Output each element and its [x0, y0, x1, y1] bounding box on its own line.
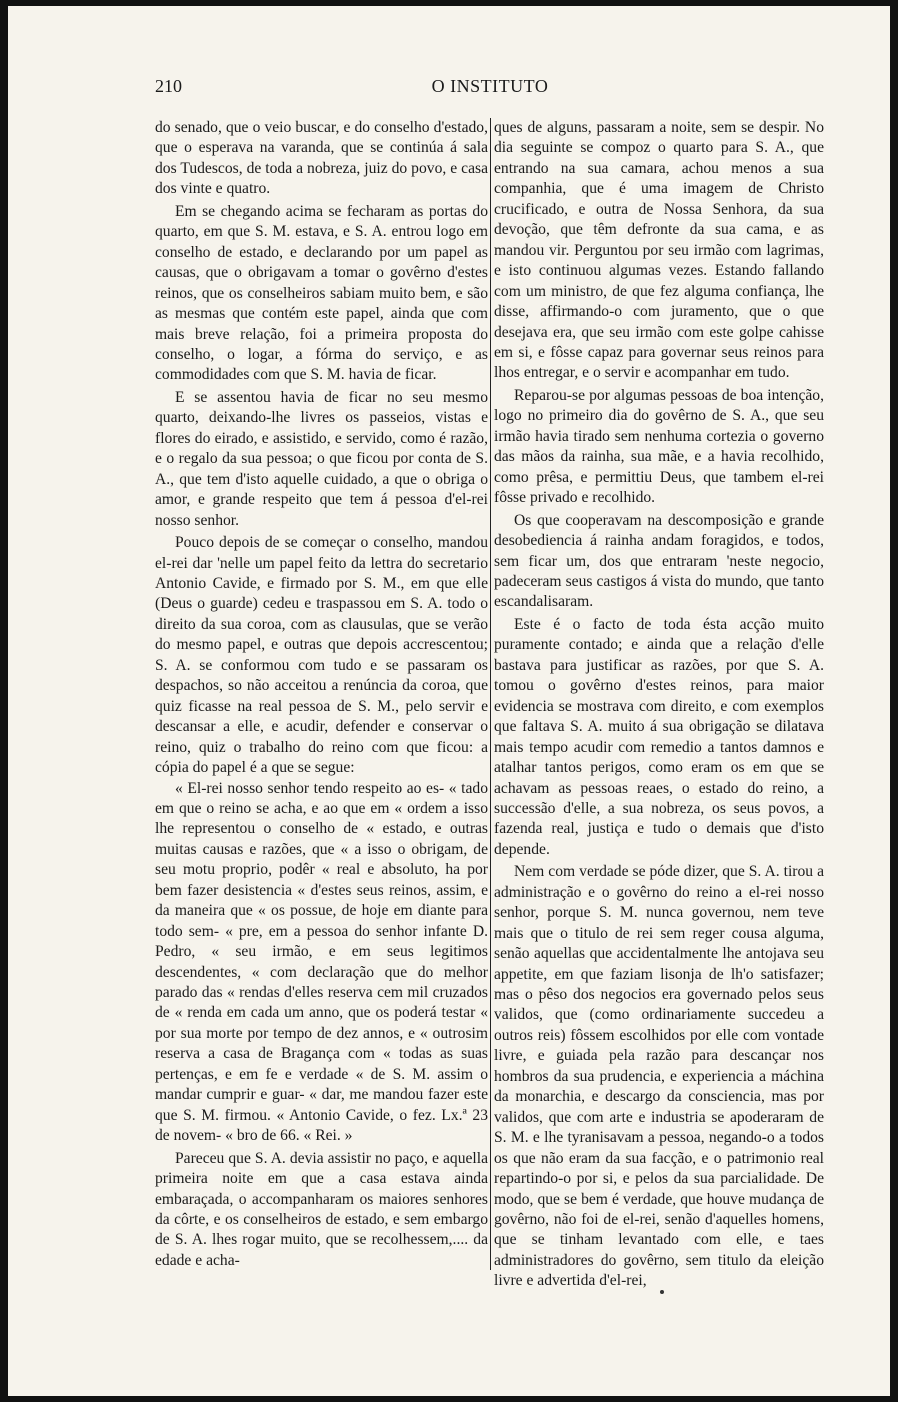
page-number: 210: [155, 76, 182, 96]
ink-mark: [660, 1290, 664, 1294]
paragraph-continuation: do senado, que o veio buscar, e do conselho d'estado, que o esperava na varanda, que se continúa á sala dos Tudescos, de toda a nobreza, juiz do povo, e casa dos vinte e quatro.: [155, 119, 488, 198]
paragraph: Os que cooperavam na descomposição e grande desobediencia á rainha andam foragidos, e todos, sem ficar um, dos que entraram 'neste negocio, padeceram seus castigos á vista do mundo, que tanto escandalisaram.: [494, 511, 824, 611]
paragraph: Pareceu que S. A. devia assistir no paço, e aquella primeira noite em que a casa estava ainda embaraçada, o accompanharam os maiores senhores da côrte, e os conselheiros de estado, e sem embargo de S. A. lhes rogar muito, que se recolhessem,.... da edade e acha-: [155, 1149, 488, 1269]
column-divider: [490, 118, 491, 1270]
paragraph: Nem com verdade se póde dizer, que S. A. tirou a administração e o govêrno do reino a el-rei nosso senhor, porque S. M. nunca governou, nem teve mais que o titulo de rei sem reger cousa alguma, senão aquellas que accidentalmente lhe antojava seu appetite, em que faziam lisonja de lh'o satisfazer; mas o pêso dos negocios era governado pelos seus validos, que (como ordinariamente succedeu a outros reis) fôssem escolhidos por elle com vontade livre, e guiada pela razão para descançar nos hombros da sua prudencia, e experiencia a máchina da monarchia, e descargo da consciencia, mas por validos, que com arte e industria se apoderaram de S. M. e lhe tyranisavam a pessoa, negando-o a todos os que não eram da sua facção, e o patrimonio real repartindo-o por si, e pelos da sua parcialidade. De modo, que se bem é verdade, que houve mudança de govêrno, não foi de el-rei, senão d'aquelles homens, que se tinham levantado com elle, e taes administradores do govêrno, sem titulo da eleição livre e advertida d'el-rei,: [494, 863, 824, 1290]
paragraph: Reparou-se por algumas pessoas de boa intenção, logo no primeiro dia do govêrno de S. A., que seu irmão havia tirado sem nenhuma cortezia o governo das mãos da rainha, sua mãe, e a havia recolhido, como prêsa, e permittiu Deus, que tambem el-rei fôsse privado e recolhido.: [494, 386, 824, 507]
left-column: [155, 118, 488, 1271]
paragraph: E se assentou havia de ficar no seu mesmo quarto, deixando-lhe livres os passeios, vistas e flores do eirado, e assistido, e servido, como é razão, e o regalo da sua pessoa; o que ficou por conta de S. A., que tem d'isto aquelle cuidado, a que o obriga o amor, e grande respeito que tem á pessoa d'el-rei nosso senhor.: [155, 388, 488, 529]
paragraph: Em se chegando acima se fecharam as portas do quarto, em que S. M. estava, e S. A. entrou logo em conselho de estado, e declarando por um papel as causas, que o obrigavam a tomar o govêrno d'estes reinos, que os conselheiros sabiam muito bem, e são as mesmas que contém este papel, ainda que com mais breve relação, foi a primeira proposta do conselho, o logar, a fórma do serviço, e as commodidades com que S. M. havia de ficar.: [155, 202, 488, 384]
quoted-decree: « El-rei nosso senhor tendo respeito ao es- « tado em que o reino se acha, e ao que em « ordem a isso lhe representou o conselho de « estado, e outras muitas causas e razões, que « a isso o obrigam, de seu motu proprio, podêr « real e absoluto, ha por bem fazer desistencia « d'estes seus reinos, assim, e da maneira que « os possue, de hoje em diante para todo sem- « pre, em a pessoa do senhor infante D. Pedro, « seu irmão, e em seus legitimos descendentes, « com declaração que do melhor parado das « rendas d'elles reserva cem mil cruzados de « renda em cada um anno, que os poderá testar « por sua morte por tempo de dez annos, e « outrosim reserva a casa de Bragança com « todas as suas pertenças, e em fe e verdade « de S. M. assim o mandar cumprir e guar- « dar, me mandou fazer este que S. M. firmou. « Antonio Cavide, o fez. Lx.ª 23 de novem- « bro de 66. « Rei. »: [155, 779, 488, 1145]
running-title: O INSTITUTO: [431, 76, 549, 96]
paragraph: Pouco depois de se começar o conselho, mandou el-rei dar 'nelle um papel feito da lettra do secretario Antonio Cavide, e firmado por S. M., em que elle (Deus o guarde) cedeu e traspassou em S. A. todo o direito da sua coroa, com as clausulas, que se verão do mesmo papel, e outras que depois accrescentou; S. A. se conformou com tudo e se passaram os despachos, so não acceitou a renúncia da coroa, que quiz ficasse na real pessoa de S. M., pelo servir e descansar a elle, e acudir, defender e conservar o reino, quiz o trabalho do reino com que ficou: a cópia do papel é a que se segue:: [155, 534, 488, 777]
right-column: [494, 118, 824, 1292]
paragraph: Este é o facto de toda ésta acção muito puramente contado; e ainda que a relação d'elle bastava para justificar as razões, por que S. A. tomou o govêrno d'estes reinos, para maior evidencia se mostrava com direito, e com exemplos que faltava S. A. muito á sua obrigação se dilatava mais tempo acudir com remedio a tantos damnos e atalhar tantos perigos, como eram os em que se achavam as pessoas reaes, o estado do reino, a successão d'elle, a sua nobreza, os seus povos, a fazenda real, justiça e tudo o demais que d'isto depende.: [494, 615, 824, 858]
paragraph-continuation: ques de alguns, passaram a noite, sem se despir. No dia seguinte se compoz o quarto para S. A., que entrando na sua camara, achou menos a sua companhia, que é uma imagem de Christo crucificado, e outra de Nossa Senhora, da sua devoção, que têm defronte da sua cama, e as mandou vir. Perguntou por seu irmão com lagrimas, e isto continuou algumas vezes. Estando fallando com um ministro, de que fez alguma confiança, lhe disse, affirmando-o com juramento, que o que desejava era, que seu irmão com este golpe cahisse em si, e fôsse capaz para governar seus reinos para lhos entregar, e o servir e acompanhar em tudo.: [494, 119, 824, 382]
page-header: [155, 76, 825, 100]
